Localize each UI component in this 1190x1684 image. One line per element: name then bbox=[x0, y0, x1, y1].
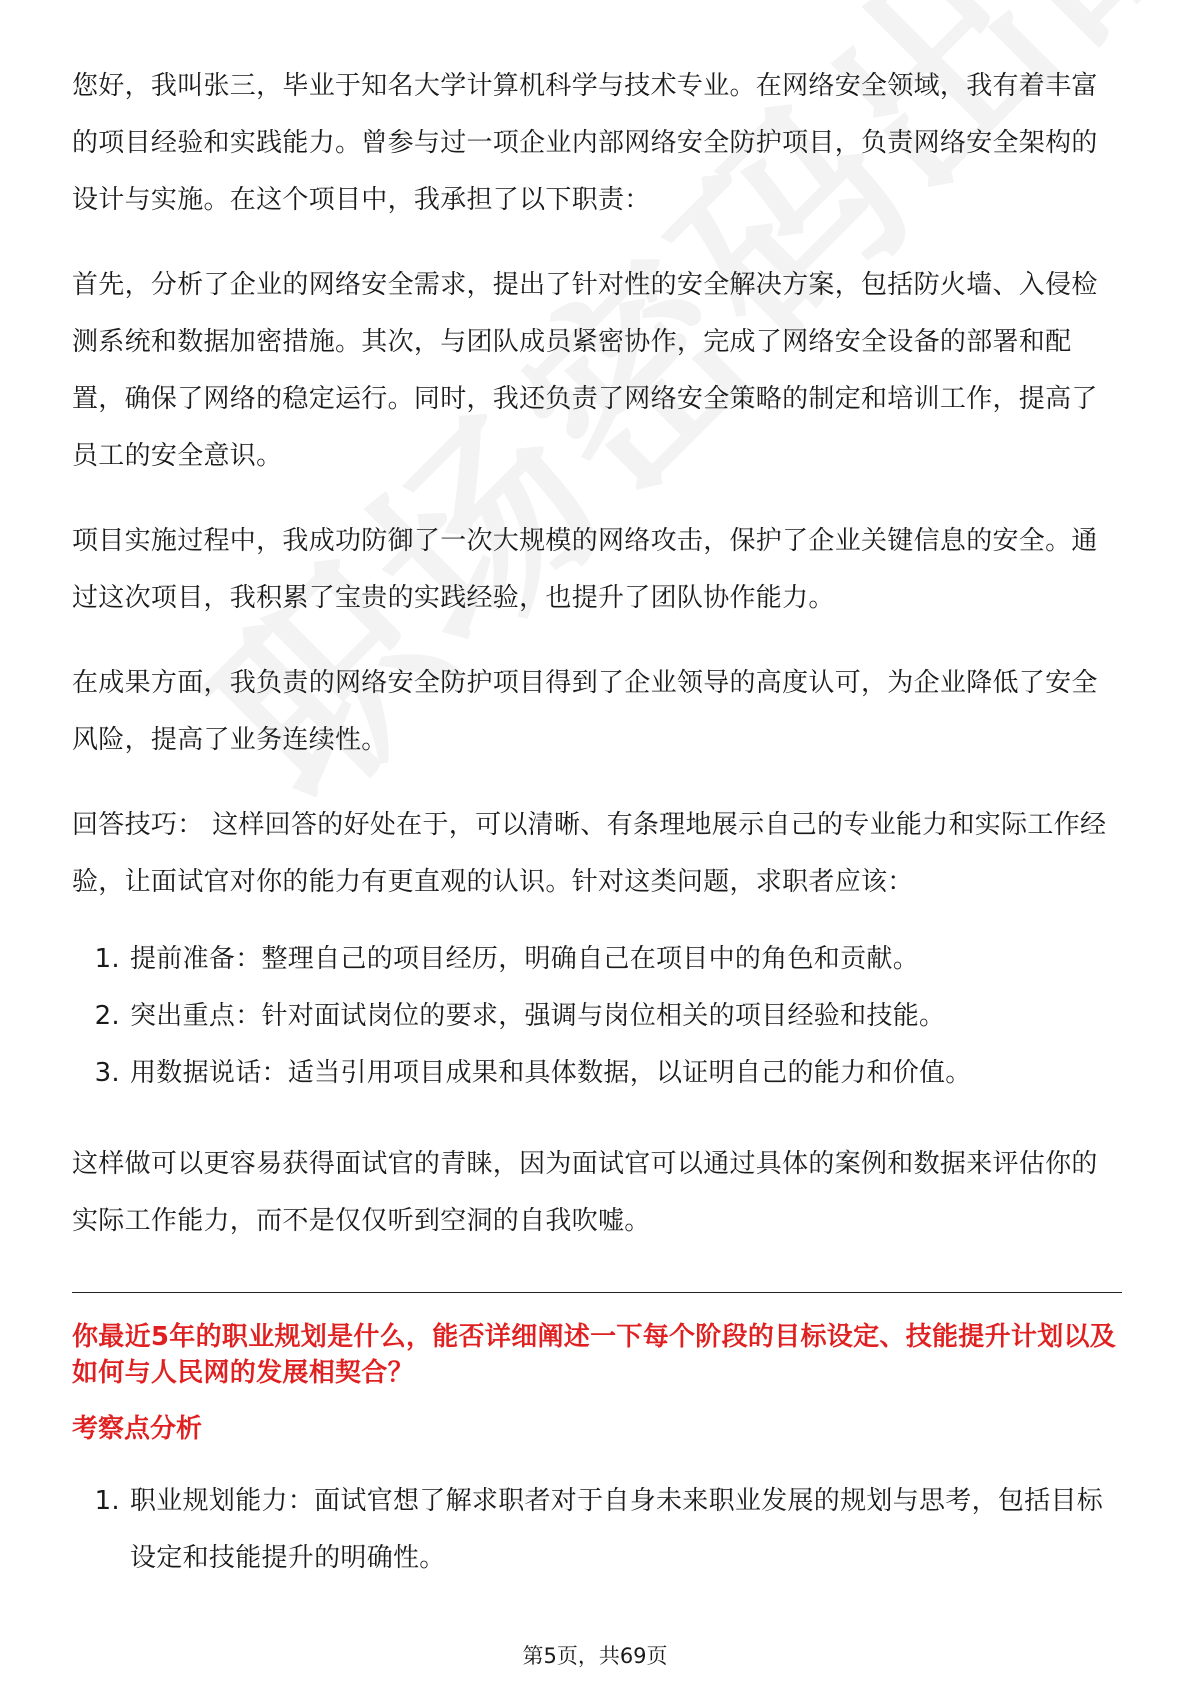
analysis-heading: 考察点分析 bbox=[72, 1414, 203, 1444]
list-item bbox=[72, 1473, 1122, 1587]
tips-list bbox=[72, 931, 1122, 1102]
paragraph-implementation: 项目实施过程中，我成功防御了一次大规模的网络攻击，保护了企业关键信息的安全。通过这次项目，我积累了宝贵的实践经验，也提升了团队协作能力。 bbox=[72, 526, 1098, 613]
paragraph-intro: 您好，我叫张三，毕业于知名大学计算机科学与技术专业。在网络安全领域，我有着丰富的项目经验和实践能力。曾参与过一项企业内部网络安全防护项目，负责网络安全架构的设计与实施。在这个项目中，我承担了以下职责： bbox=[72, 71, 1098, 215]
section-divider bbox=[72, 1292, 1122, 1293]
paragraph-closing: 这样做可以更容易获得面试官的青睐，因为面试官可以通过具体的案例和数据来评估你的实际工作能力，而不是仅仅听到空洞的自我吹嘘。 bbox=[72, 1149, 1098, 1236]
list-item bbox=[72, 1045, 1122, 1102]
list-text: 提前准备：整理自己的项目经历，明确自己在项目中的角色和贡献。 bbox=[130, 944, 920, 974]
list-item bbox=[72, 931, 1122, 988]
paragraph-results: 在成果方面，我负责的网络安全防护项目得到了企业领导的高度认可，为企业降低了安全风险，提高了业务连续性。 bbox=[72, 668, 1098, 755]
analysis-list bbox=[72, 1473, 1122, 1587]
list-number: 1. bbox=[94, 944, 120, 974]
paragraph-duties: 首先，分析了企业的网络安全需求，提出了针对性的安全解决方案，包括防火墙、入侵检测系统和数据加密措施。其次，与团队成员紧密协作，完成了网络安全设备的部署和配置，确保了网络的稳定运行。同时，我还负责了网络安全策略的制定和培训工作，提高了员工的安全意识。 bbox=[72, 270, 1098, 471]
page-footer: 第5页，共69页 bbox=[522, 1644, 668, 1668]
list-number: 3. bbox=[94, 1058, 120, 1088]
interview-question: 你最近5年的职业规划是什么，能否详细阐述一下每个阶段的目标设定、技能提升计划以及如何与人民网的发展相契合？ bbox=[72, 1322, 1117, 1388]
paragraph-answer-tips: 回答技巧： 这样回答的好处在于，可以清晰、有条理地展示自己的专业能力和实际工作经验，让面试官对你的能力有更直观的认识。针对这类问题，求职者应该： bbox=[72, 810, 1107, 897]
list-text: 突出重点：针对面试岗位的要求，强调与岗位相关的项目经验和技能。 bbox=[130, 1001, 946, 1031]
list-number: 1. bbox=[94, 1486, 120, 1516]
page-content bbox=[72, 58, 1122, 1587]
list-number: 2. bbox=[94, 1001, 120, 1031]
list-item bbox=[72, 988, 1122, 1045]
list-text: 用数据说话：适当引用项目成果和具体数据，以证明自己的能力和价值。 bbox=[130, 1058, 972, 1088]
list-text: 职业规划能力：面试官想了解求职者对于自身未来职业发展的规划与思考，包括目标设定和技能提升的明确性。 bbox=[130, 1486, 1104, 1573]
